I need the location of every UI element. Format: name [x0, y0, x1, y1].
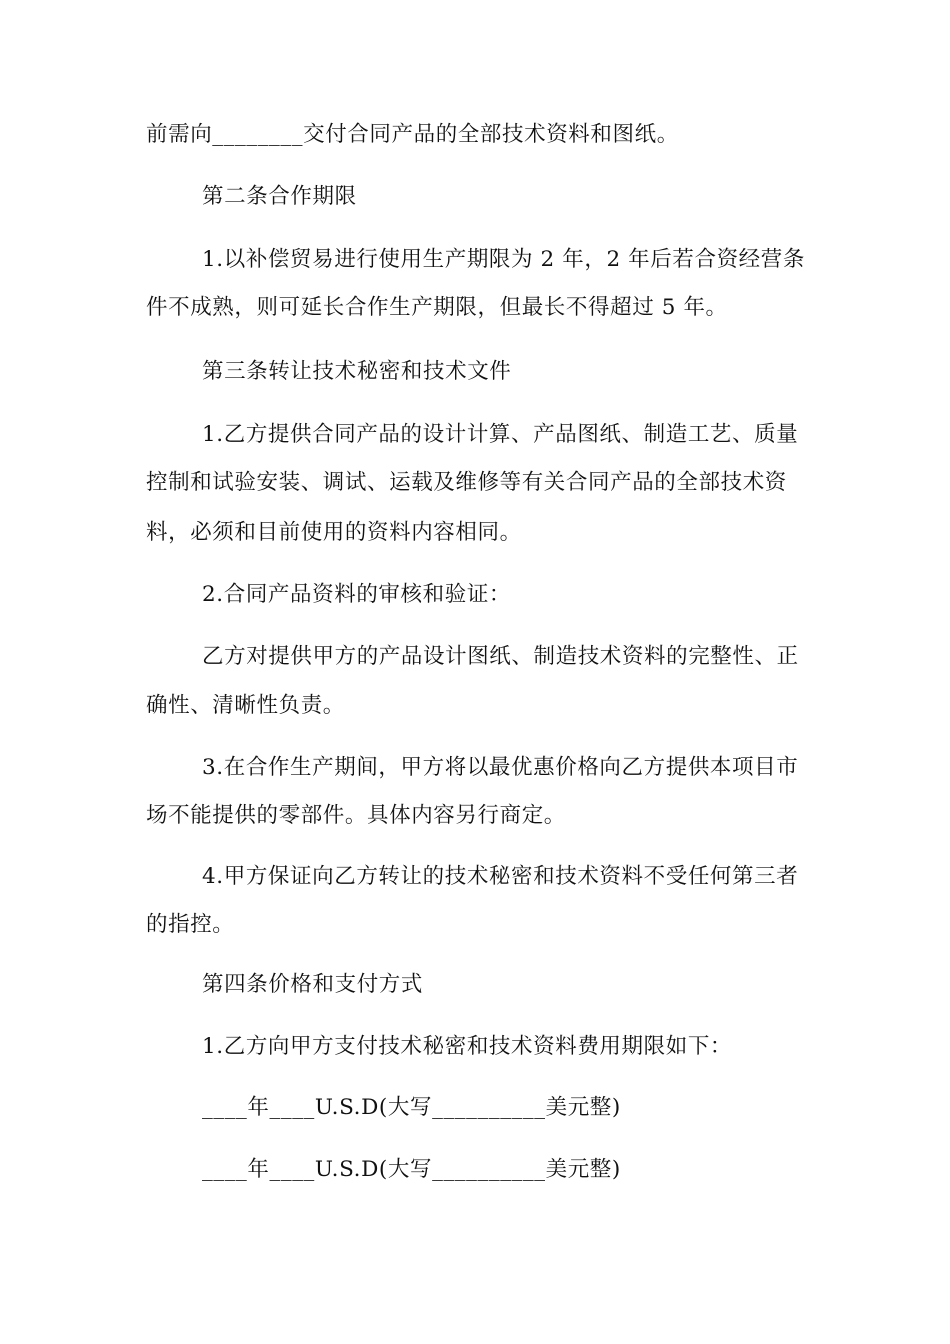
payment-line: ____年____U.S.D(大写__________美元整)	[202, 1095, 621, 1120]
paragraph-line: 1.以补偿贸易进行使用生产期限为 2 年，2 年后若合资经营条	[202, 247, 805, 272]
payment-line: ____年____U.S.D(大写__________美元整)	[202, 1157, 621, 1182]
paragraph-line: 确性、清晰性负责。	[146, 693, 345, 718]
paragraph-line: 1.乙方提供合同产品的设计计算、产品图纸、制造工艺、质量	[202, 422, 799, 447]
section-heading: 第四条价格和支付方式	[202, 972, 424, 997]
paragraph-line: 料，必须和目前使用的资料内容相同。	[146, 520, 522, 545]
paragraph-line: 场不能提供的零部件。具体内容另行商定。	[146, 803, 566, 828]
paragraph-line: 3.在合作生产期间，甲方将以最优惠价格向乙方提供本项目市	[202, 755, 799, 780]
paragraph-line: 控制和试验安装、调试、运载及维修等有关合同产品的全部技术资	[146, 470, 787, 495]
section-heading: 第三条转让技术秘密和技术文件	[202, 359, 512, 384]
paragraph-line: 前需向________交付合同产品的全部技术资料和图纸。	[146, 122, 679, 147]
paragraph-line: 的指控。	[146, 912, 235, 937]
paragraph-line: 1.乙方向甲方支付技术秘密和技术资料费用期限如下：	[202, 1034, 733, 1059]
paragraph-line: 乙方对提供甲方的产品设计图纸、制造技术资料的完整性、正	[202, 644, 799, 669]
paragraph-line: 4.甲方保证向乙方转让的技术秘密和技术资料不受任何第三者	[202, 864, 799, 889]
paragraph-line: 2.合同产品资料的审核和验证：	[202, 582, 512, 607]
paragraph-line: 件不成熟，则可延长合作生产期限，但最长不得超过 5 年。	[146, 295, 728, 320]
section-heading: 第二条合作期限	[202, 184, 357, 209]
